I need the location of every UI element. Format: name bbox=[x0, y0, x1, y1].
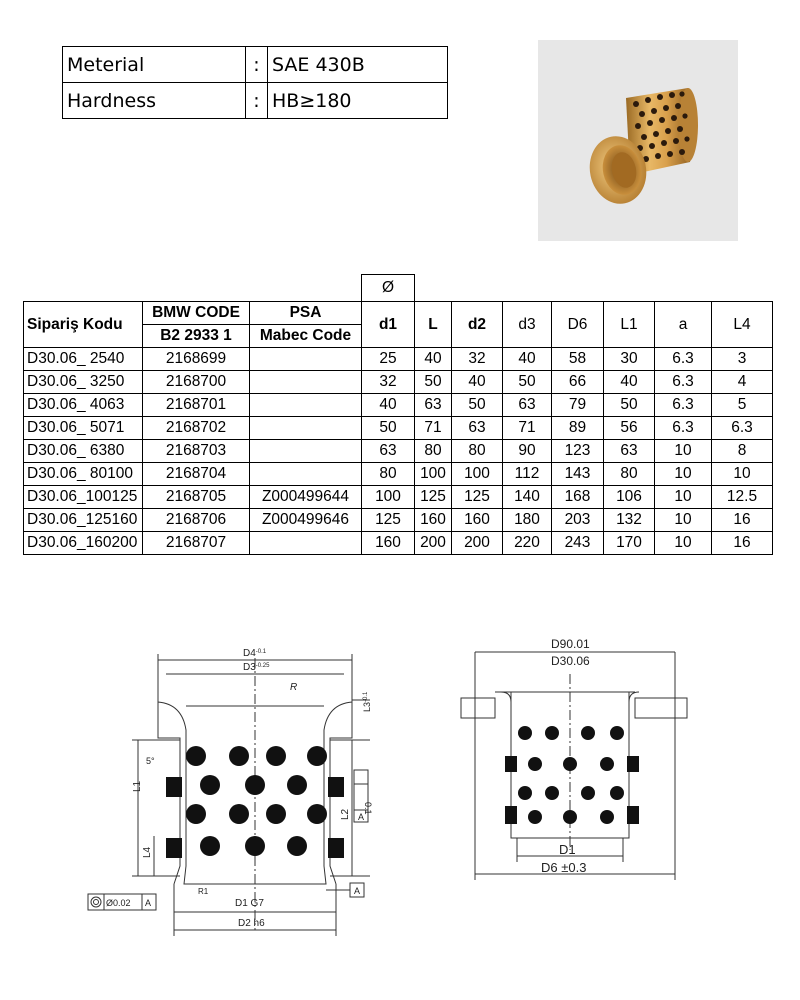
l1-cell: 56 bbox=[604, 417, 655, 440]
code2-label: D30.06 bbox=[551, 654, 590, 668]
material-table bbox=[62, 46, 448, 119]
l1-cell: 170 bbox=[604, 532, 655, 555]
d1-cell: 25 bbox=[362, 348, 415, 371]
bmw-code-subheader: B2 2933 1 bbox=[143, 325, 250, 348]
d3-cell: 63 bbox=[503, 394, 552, 417]
d3-cell: 50 bbox=[503, 371, 552, 394]
d6-label: D6 ±0.3 bbox=[541, 860, 587, 875]
l1-cell: 63 bbox=[604, 440, 655, 463]
material-label: Meterial bbox=[63, 47, 246, 83]
a-cell: 10 bbox=[655, 463, 712, 486]
d6-cell: 123 bbox=[552, 440, 604, 463]
table-row bbox=[24, 348, 773, 371]
d6-cell: 243 bbox=[552, 532, 604, 555]
bmw-code-cell: 2168703 bbox=[143, 440, 250, 463]
runout-ref: A bbox=[358, 812, 365, 822]
l4-cell: 3 bbox=[712, 348, 773, 371]
l-cell: 100 bbox=[415, 463, 452, 486]
d1-header: d1 bbox=[362, 302, 415, 348]
order-code-cell: D30.06_ 2540 bbox=[24, 348, 143, 371]
d2-header: d2 bbox=[452, 302, 503, 348]
dimensions-table-body bbox=[24, 348, 773, 555]
d3-cell: 40 bbox=[503, 348, 552, 371]
order-code-cell: D30.06_125160 bbox=[24, 509, 143, 532]
d3-cell: 220 bbox=[503, 532, 552, 555]
l-cell: 50 bbox=[415, 371, 452, 394]
d1-label: D1 G7 bbox=[235, 898, 264, 909]
concentricity-ref: A bbox=[145, 898, 152, 908]
order-code-cell: D30.06_ 6380 bbox=[24, 440, 143, 463]
d2-label: D2 h6 bbox=[238, 918, 265, 929]
d1-cell: 160 bbox=[362, 532, 415, 555]
hardness-separator: : bbox=[246, 83, 268, 119]
product-photo bbox=[538, 40, 738, 241]
psa-code-cell bbox=[250, 371, 362, 394]
a-cell: 10 bbox=[655, 509, 712, 532]
hardness-label: Hardness bbox=[63, 83, 246, 119]
l1-cell: 30 bbox=[604, 348, 655, 371]
code1-label: D90.01 bbox=[551, 637, 590, 651]
d3-header: d3 bbox=[503, 302, 552, 348]
d2-cell: 63 bbox=[452, 417, 503, 440]
a-cell: 10 bbox=[655, 532, 712, 555]
d1-cell: 63 bbox=[362, 440, 415, 463]
d3-cell: 71 bbox=[503, 417, 552, 440]
table-row bbox=[24, 417, 773, 440]
l-cell: 160 bbox=[415, 509, 452, 532]
diameter-symbol-header: Ø bbox=[362, 275, 415, 302]
d3-cell: 90 bbox=[503, 440, 552, 463]
header-row-diameter bbox=[24, 275, 773, 302]
side-view-drawing bbox=[455, 630, 695, 890]
l4-cell: 10 bbox=[712, 463, 773, 486]
d2-cell: 160 bbox=[452, 509, 503, 532]
order-code-cell: D30.06_100125 bbox=[24, 486, 143, 509]
psa-code-cell: Z000499644 bbox=[250, 486, 362, 509]
table-row bbox=[24, 394, 773, 417]
r1-label: R1 bbox=[198, 887, 209, 896]
l1-cell: 132 bbox=[604, 509, 655, 532]
order-code-cell: D30.06_160200 bbox=[24, 532, 143, 555]
d3-cell: 112 bbox=[503, 463, 552, 486]
section-drawing bbox=[80, 640, 380, 940]
l4-cell: 8 bbox=[712, 440, 773, 463]
order-code-cell: D30.06_ 80100 bbox=[24, 463, 143, 486]
material-value: SAE 430B bbox=[268, 47, 448, 83]
d1-cell: 32 bbox=[362, 371, 415, 394]
psa-code-cell bbox=[250, 440, 362, 463]
l-cell: 71 bbox=[415, 417, 452, 440]
l4-header: L4 bbox=[712, 302, 773, 348]
table-row bbox=[24, 463, 773, 486]
psa-subheader: Mabec Code bbox=[250, 325, 362, 348]
l1-cell: 50 bbox=[604, 394, 655, 417]
l-cell: 200 bbox=[415, 532, 452, 555]
runout-value: 0.1 bbox=[363, 802, 373, 815]
d2-cell: 50 bbox=[452, 394, 503, 417]
order-code-cell: D30.06_ 4063 bbox=[24, 394, 143, 417]
l1-cell: 80 bbox=[604, 463, 655, 486]
l1-cell: 40 bbox=[604, 371, 655, 394]
d2-cell: 100 bbox=[452, 463, 503, 486]
table-row bbox=[24, 371, 773, 394]
hardness-value: HB≥180 bbox=[268, 83, 448, 119]
a-cell: 6.3 bbox=[655, 417, 712, 440]
order-code-cell: D30.06_ 3250 bbox=[24, 371, 143, 394]
d2-cell: 200 bbox=[452, 532, 503, 555]
order-code-header: Sipariş Kodu bbox=[24, 302, 143, 348]
l1-label: L1 bbox=[132, 780, 143, 792]
bmw-code-cell: 2168704 bbox=[143, 463, 250, 486]
table-row bbox=[24, 440, 773, 463]
bmw-code-cell: 2168707 bbox=[143, 532, 250, 555]
d4-label: $D4^{-0.1}$ bbox=[243, 648, 267, 659]
a-cell: 6.3 bbox=[655, 348, 712, 371]
table-row bbox=[24, 509, 773, 532]
l-cell: 40 bbox=[415, 348, 452, 371]
bmw-code-cell: 2168700 bbox=[143, 371, 250, 394]
bmw-code-header: BMW CODE bbox=[143, 302, 250, 325]
l4-cell: 16 bbox=[712, 532, 773, 555]
d3-cell: 140 bbox=[503, 486, 552, 509]
d2-cell: 125 bbox=[452, 486, 503, 509]
d2-cell: 80 bbox=[452, 440, 503, 463]
l-cell: 80 bbox=[415, 440, 452, 463]
d6-header: D6 bbox=[552, 302, 604, 348]
l-header: L bbox=[415, 302, 452, 348]
a-cell: 10 bbox=[655, 486, 712, 509]
l4-label: L4 bbox=[142, 846, 153, 858]
d1-cell: 100 bbox=[362, 486, 415, 509]
bushing-image bbox=[538, 40, 738, 241]
datum-label: A bbox=[354, 886, 361, 896]
d1-cell: 50 bbox=[362, 417, 415, 440]
psa-header: PSA bbox=[250, 302, 362, 325]
psa-code-cell bbox=[250, 394, 362, 417]
a-cell: 6.3 bbox=[655, 394, 712, 417]
l1-header: L1 bbox=[604, 302, 655, 348]
radius-label: R bbox=[290, 682, 298, 693]
a-cell: 6.3 bbox=[655, 371, 712, 394]
l2-label: L2 bbox=[340, 808, 351, 820]
l4-cell: 12.5 bbox=[712, 486, 773, 509]
l1-cell: 106 bbox=[604, 486, 655, 509]
psa-code-cell bbox=[250, 532, 362, 555]
l-cell: 63 bbox=[415, 394, 452, 417]
l4-cell: 5 bbox=[712, 394, 773, 417]
psa-code-cell bbox=[250, 417, 362, 440]
d1-cell: 40 bbox=[362, 394, 415, 417]
d6-cell: 89 bbox=[552, 417, 604, 440]
d6-cell: 143 bbox=[552, 463, 604, 486]
l4-cell: 16 bbox=[712, 509, 773, 532]
d2-cell: 40 bbox=[452, 371, 503, 394]
psa-code-cell bbox=[250, 463, 362, 486]
hardness-row bbox=[63, 83, 448, 119]
angle-label: 5° bbox=[146, 756, 155, 766]
header-row bbox=[24, 302, 773, 325]
bmw-code-cell: 2168701 bbox=[143, 394, 250, 417]
order-code-cell: D30.06_ 5071 bbox=[24, 417, 143, 440]
bmw-code-cell: 2168699 bbox=[143, 348, 250, 371]
dimensions-table bbox=[23, 274, 773, 555]
bmw-code-cell: 2168705 bbox=[143, 486, 250, 509]
d6-cell: 79 bbox=[552, 394, 604, 417]
d2-cell: 32 bbox=[452, 348, 503, 371]
d6-cell: 58 bbox=[552, 348, 604, 371]
d3-cell: 180 bbox=[503, 509, 552, 532]
table-row bbox=[24, 532, 773, 555]
d6-cell: 66 bbox=[552, 371, 604, 394]
d6-cell: 168 bbox=[552, 486, 604, 509]
table-row bbox=[24, 486, 773, 509]
l4-cell: 4 bbox=[712, 371, 773, 394]
material-separator: : bbox=[246, 47, 268, 83]
psa-code-cell bbox=[250, 348, 362, 371]
a-cell: 10 bbox=[655, 440, 712, 463]
material-row bbox=[63, 47, 448, 83]
d1-cell: 125 bbox=[362, 509, 415, 532]
concentricity-value: Ø0.02 bbox=[106, 898, 131, 908]
l-cell: 125 bbox=[415, 486, 452, 509]
d6-cell: 203 bbox=[552, 509, 604, 532]
d1-label-right: D1 bbox=[559, 842, 576, 857]
a-header: a bbox=[655, 302, 712, 348]
d3-label: $D3^{-0.25}$ bbox=[243, 662, 270, 673]
l3-label: $L3^{-0.1}$ bbox=[362, 691, 372, 712]
bmw-code-cell: 2168706 bbox=[143, 509, 250, 532]
l4-cell: 6.3 bbox=[712, 417, 773, 440]
bmw-code-cell: 2168702 bbox=[143, 417, 250, 440]
psa-code-cell: Z000499646 bbox=[250, 509, 362, 532]
d1-cell: 80 bbox=[362, 463, 415, 486]
